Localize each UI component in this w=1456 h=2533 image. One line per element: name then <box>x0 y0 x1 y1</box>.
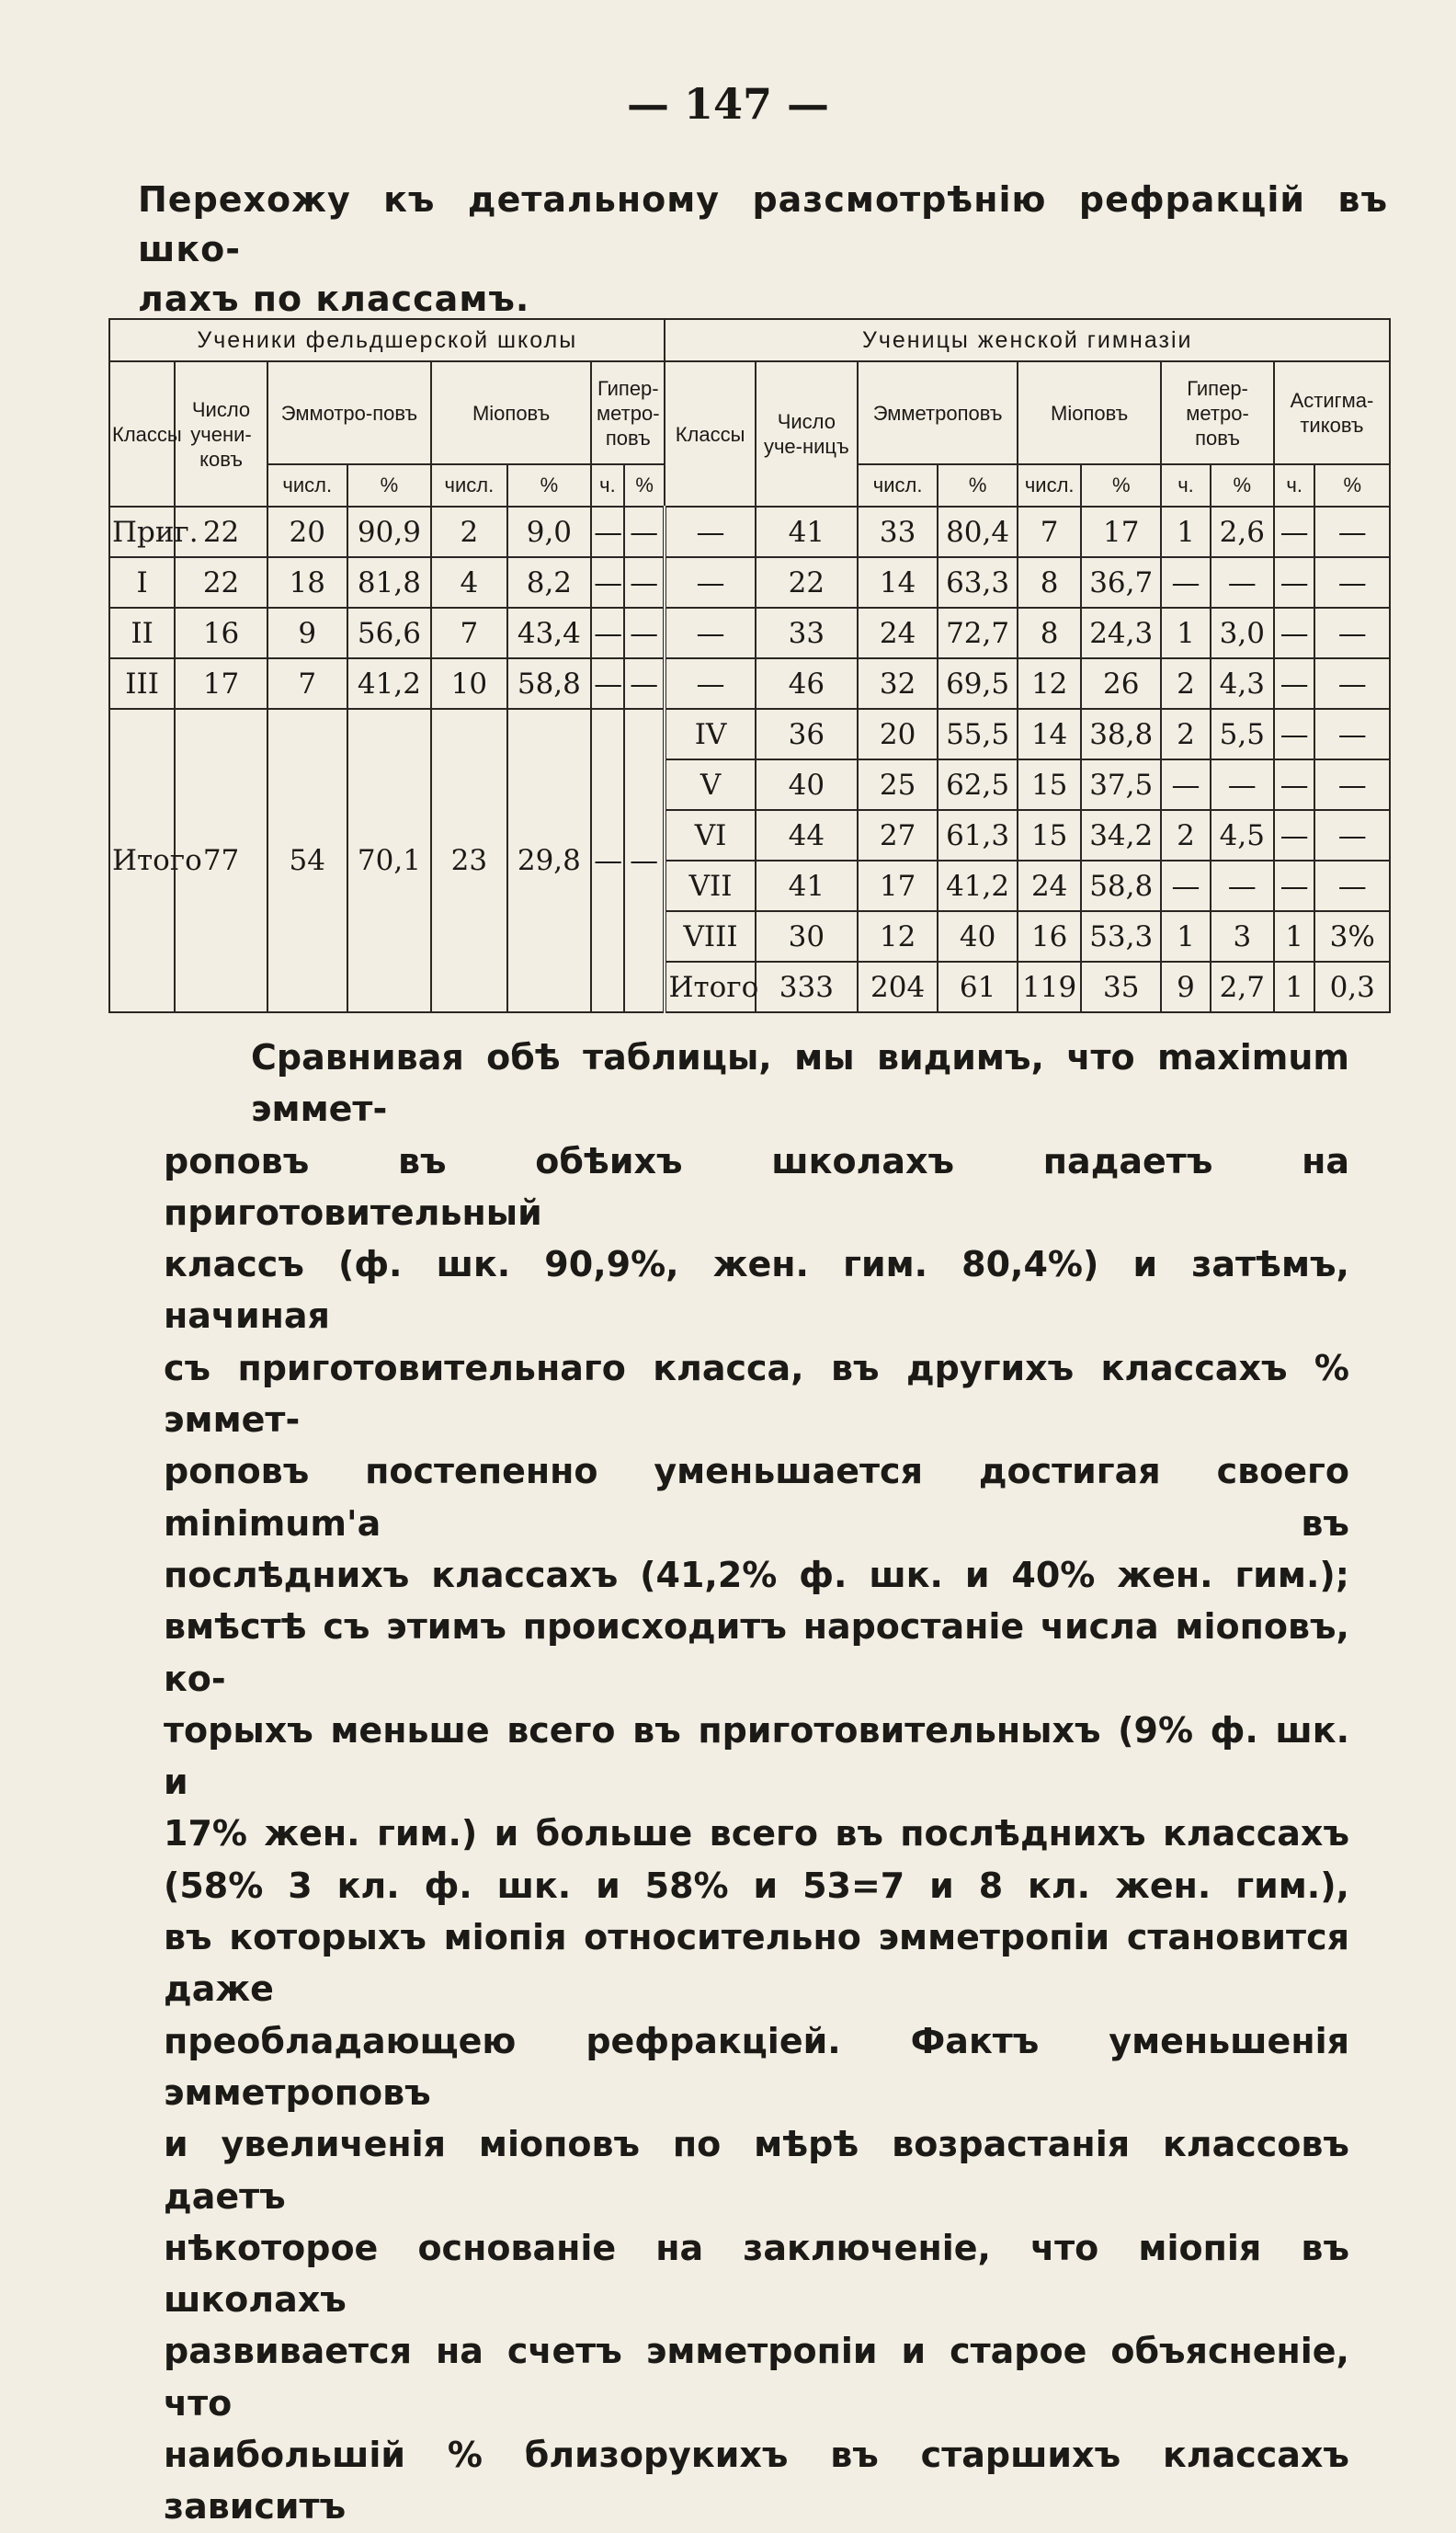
refraction-table <box>108 318 1391 1012</box>
table-cell: 27 <box>858 810 938 861</box>
table-cell: — <box>1274 709 1315 759</box>
table-cell: 7 <box>431 608 507 658</box>
table-cell: 5,5 <box>1211 709 1274 759</box>
table-cell: III <box>109 658 175 709</box>
table-cell: 61,3 <box>938 810 1018 861</box>
table-cell: — <box>1314 861 1390 911</box>
table-cell: 1 <box>1161 507 1211 557</box>
table-cell: — <box>591 608 624 658</box>
table-cell: 22 <box>175 507 267 557</box>
subheader-cell: % <box>938 464 1018 507</box>
body-line: Сравнивая обѣ таблицы, мы видимъ, что maximum эммет- <box>251 1037 1349 1130</box>
header-cell: Классы <box>665 361 755 507</box>
table-cell: 9 <box>267 608 347 658</box>
table-cell: — <box>1314 810 1390 861</box>
table-cell: 22 <box>756 557 859 608</box>
header-cell: Эмметроповъ <box>858 361 1018 464</box>
header-cell: Число уче-ницъ <box>756 361 859 507</box>
table-cell: 38,8 <box>1081 709 1161 759</box>
table-cell: — <box>624 507 665 557</box>
table-cell: 16 <box>1018 911 1081 962</box>
table-cell: V <box>665 759 755 810</box>
body-line: (58% 3 кл. ф. шк. и 58% и 53=7 и 8 кл. жен. гим.), <box>164 1865 1349 1906</box>
table-cell: — <box>1161 557 1211 608</box>
table-cell: — <box>624 658 665 709</box>
table-cell: 33 <box>858 507 938 557</box>
table-cell: 8 <box>1018 608 1081 658</box>
body-line: наибольшій % близорукихъ въ старшихъ классахъ зависитъ <box>164 2435 1349 2527</box>
table-cell: 1 <box>1274 911 1315 962</box>
table-cell: 24,3 <box>1081 608 1161 658</box>
subheader-cell: числ. <box>267 464 347 507</box>
table-cell: 53,3 <box>1081 911 1161 962</box>
table-cell: 58,8 <box>507 658 591 709</box>
subheader-cell: ч. <box>1161 464 1211 507</box>
table-cell: 54 <box>267 709 347 1012</box>
header-cell: Число учени-ковъ <box>175 361 267 507</box>
table-cell: — <box>591 709 624 1012</box>
subheader-cell: ч. <box>591 464 624 507</box>
table-cell: — <box>1161 759 1211 810</box>
table-cell: — <box>1274 507 1315 557</box>
table-cell: 16 <box>175 608 267 658</box>
table-row <box>109 507 1390 557</box>
table-cell: — <box>1274 608 1315 658</box>
table-cell: 72,7 <box>938 608 1018 658</box>
table-cell: — <box>1274 557 1315 608</box>
table-cell: 41 <box>756 861 859 911</box>
table-cell: 9,0 <box>507 507 591 557</box>
body-line: 17% жен. гим.) и больше всего въ послѣднихъ классахъ <box>164 1813 1349 1854</box>
intro-paragraph <box>138 175 1388 324</box>
table-cell: 18 <box>267 557 347 608</box>
table-cell: VI <box>665 810 755 861</box>
table-cell: 20 <box>858 709 938 759</box>
table-cell: 34,2 <box>1081 810 1161 861</box>
table-row <box>109 658 1390 709</box>
table-cell: — <box>1274 658 1315 709</box>
body-line: и увеличенія міоповъ по мѣрѣ возрастанія классовъ даетъ <box>164 2124 1349 2217</box>
table-cell: 30 <box>756 911 859 962</box>
table-cell: — <box>1211 557 1274 608</box>
table-cell: 1 <box>1161 911 1211 962</box>
subheader-cell: числ. <box>431 464 507 507</box>
table-cell: 29,8 <box>507 709 591 1012</box>
table-cell: 333 <box>756 962 859 1012</box>
table-cell: Итого <box>109 709 175 1012</box>
subheader-cell: числ. <box>858 464 938 507</box>
table-cell: 90,9 <box>347 507 431 557</box>
right-section-title: Ученицы женской гимназіи <box>665 319 1390 361</box>
table-cell: 15 <box>1018 759 1081 810</box>
table-cell: 2 <box>1161 658 1211 709</box>
header-cell: Эммотро-повъ <box>267 361 431 464</box>
table-cell: 37,5 <box>1081 759 1161 810</box>
table-cell: 61 <box>938 962 1018 1012</box>
table-cell: 35 <box>1081 962 1161 1012</box>
table-cell: 80,4 <box>938 507 1018 557</box>
table-cell: — <box>665 557 755 608</box>
table-cell: II <box>109 608 175 658</box>
table-cell: 1 <box>1161 608 1211 658</box>
table-cell: — <box>1211 861 1274 911</box>
table-cell: 24 <box>858 608 938 658</box>
table-cell: — <box>591 507 624 557</box>
subheader-cell: % <box>1081 464 1161 507</box>
table-row <box>109 557 1390 608</box>
subheader-cell: % <box>347 464 431 507</box>
table-cell: 17 <box>1081 507 1161 557</box>
subheader-cell: ч. <box>1274 464 1315 507</box>
intro-line: лахъ по классамъ. <box>138 279 530 319</box>
table-cell: 22 <box>175 557 267 608</box>
table-cell: — <box>1314 507 1390 557</box>
subheader-cell: % <box>507 464 591 507</box>
header-cell: Гипер-метро-повъ <box>591 361 665 464</box>
table-cell: — <box>1314 658 1390 709</box>
table-cell: 36 <box>756 709 859 759</box>
table-cell: 3% <box>1314 911 1390 962</box>
table-cell: 36,7 <box>1081 557 1161 608</box>
header-cell: Классы <box>109 361 175 507</box>
table-cell: Итого <box>665 962 755 1012</box>
subheader-cell: % <box>624 464 665 507</box>
body-line: роповъ въ обѣихъ школахъ падаетъ на приготовительный <box>164 1140 1349 1233</box>
table-cell: 2,7 <box>1211 962 1274 1012</box>
table-row <box>109 709 1390 759</box>
table-cell: 8 <box>1018 557 1081 608</box>
table-cell: — <box>665 608 755 658</box>
table-cell: 20 <box>267 507 347 557</box>
table-cell: 2 <box>1161 810 1211 861</box>
table-cell: — <box>591 658 624 709</box>
table-cell: 14 <box>1018 709 1081 759</box>
body-paragraph <box>164 1032 1349 2533</box>
left-section-title: Ученики фельдшерской школы <box>109 319 665 361</box>
table-cell: 63,3 <box>938 557 1018 608</box>
header-cell: Гипер-метро-повъ <box>1161 361 1274 464</box>
table-cell: 41,2 <box>938 861 1018 911</box>
table-cell: I <box>109 557 175 608</box>
table-cell: 40 <box>938 911 1018 962</box>
table-cell: 0,3 <box>1314 962 1390 1012</box>
table-cell: 40 <box>756 759 859 810</box>
table-cell: 81,8 <box>347 557 431 608</box>
table-cell: 70,1 <box>347 709 431 1012</box>
subheader-cell: % <box>1211 464 1274 507</box>
header-cell: Міоповъ <box>431 361 591 464</box>
table-cell: 17 <box>175 658 267 709</box>
table-cell: 3,0 <box>1211 608 1274 658</box>
header-cell: Астигма-тиковъ <box>1274 361 1390 464</box>
body-line: вмѣстѣ съ этимъ происходитъ наростаніе числа міоповъ, ко- <box>164 1606 1349 1699</box>
table-cell: — <box>1314 709 1390 759</box>
intro-line: Перехожу къ детальному разсмотрѣнію рефракцій въ шко- <box>138 179 1388 269</box>
table-cell: 26 <box>1081 658 1161 709</box>
subheader-cell: числ. <box>1018 464 1081 507</box>
table-cell: 24 <box>1018 861 1081 911</box>
table-cell: 7 <box>1018 507 1081 557</box>
table-cell: VII <box>665 861 755 911</box>
table-cell: 58,8 <box>1081 861 1161 911</box>
table-cell: 69,5 <box>938 658 1018 709</box>
table-cell: — <box>1161 861 1211 911</box>
table-cell: — <box>591 557 624 608</box>
table-cell: 23 <box>431 709 507 1012</box>
table-cell: — <box>1314 759 1390 810</box>
table-cell: 46 <box>756 658 859 709</box>
table-cell: 33 <box>756 608 859 658</box>
table-cell: — <box>1314 557 1390 608</box>
table-cell: 41,2 <box>347 658 431 709</box>
body-line: торыхъ меньше всего въ приготовительныхъ (9% ф. шк. и <box>164 1709 1349 1803</box>
table-row <box>109 608 1390 658</box>
table-cell: 32 <box>858 658 938 709</box>
body-line: преобладающею рефракціей. Фактъ уменьшенія эмметроповъ <box>164 2020 1349 2113</box>
table-cell: 56,6 <box>347 608 431 658</box>
table-cell: 9 <box>1161 962 1211 1012</box>
table-cell: — <box>1211 759 1274 810</box>
table-cell: — <box>624 557 665 608</box>
table-cell: 4,5 <box>1211 810 1274 861</box>
table-cell: 25 <box>858 759 938 810</box>
table-cell: 12 <box>858 911 938 962</box>
body-line: развивается на счетъ эмметропіи и старое объясненіе, что <box>164 2331 1349 2424</box>
table-cell: 1 <box>1274 962 1315 1012</box>
table-cell: 10 <box>431 658 507 709</box>
table-cell: 43,4 <box>507 608 591 658</box>
body-line: съ приготовительнаго класса, въ другихъ классахъ % эммет- <box>164 1347 1349 1441</box>
body-line: классъ (ф. шк. 90,9%, жен. гим. 80,4%) и затѣмъ, начиная <box>164 1244 1349 1337</box>
table-cell: — <box>624 709 665 1012</box>
table-cell: 204 <box>858 962 938 1012</box>
body-line: нѣкоторое основаніе на заключеніе, что міопія въ школахъ <box>164 2227 1349 2321</box>
table-cell: 44 <box>756 810 859 861</box>
table-cell: IV <box>665 709 755 759</box>
table-cell: — <box>665 658 755 709</box>
table-cell: 4 <box>431 557 507 608</box>
table-cell: 2 <box>431 507 507 557</box>
table-cell: Приг. <box>109 507 175 557</box>
body-line: послѣднихъ классахъ (41,2% ф. шк. и 40% жен. гим.); <box>164 1554 1349 1595</box>
table-cell: 119 <box>1018 962 1081 1012</box>
subheader-cell: % <box>1314 464 1390 507</box>
table-cell: — <box>665 507 755 557</box>
body-line: роповъ постепенно уменьшается достигая своего minimum'а въ <box>164 1451 1349 1544</box>
table-cell: 4,3 <box>1211 658 1274 709</box>
table-cell: 55,5 <box>938 709 1018 759</box>
body-line: въ которыхъ міопія относительно эмметропіи становится даже <box>164 1917 1349 2010</box>
page-number: — 147 — <box>626 79 830 129</box>
table-cell: — <box>624 608 665 658</box>
table-cell: — <box>1274 810 1315 861</box>
table-cell: 2,6 <box>1211 507 1274 557</box>
table-cell: 17 <box>858 861 938 911</box>
table-cell: 7 <box>267 658 347 709</box>
table-cell: 41 <box>756 507 859 557</box>
table-cell: — <box>1274 759 1315 810</box>
table-cell: 12 <box>1018 658 1081 709</box>
table-cell: — <box>1274 861 1315 911</box>
table-cell: VIII <box>665 911 755 962</box>
table-cell: 14 <box>858 557 938 608</box>
table-cell: 8,2 <box>507 557 591 608</box>
table-cell: 15 <box>1018 810 1081 861</box>
table-cell: 2 <box>1161 709 1211 759</box>
table-cell: 62,5 <box>938 759 1018 810</box>
table-cell: 77 <box>175 709 267 1012</box>
header-cell: Міоповъ <box>1018 361 1161 464</box>
table-cell: 3 <box>1211 911 1274 962</box>
table-cell: — <box>1314 608 1390 658</box>
